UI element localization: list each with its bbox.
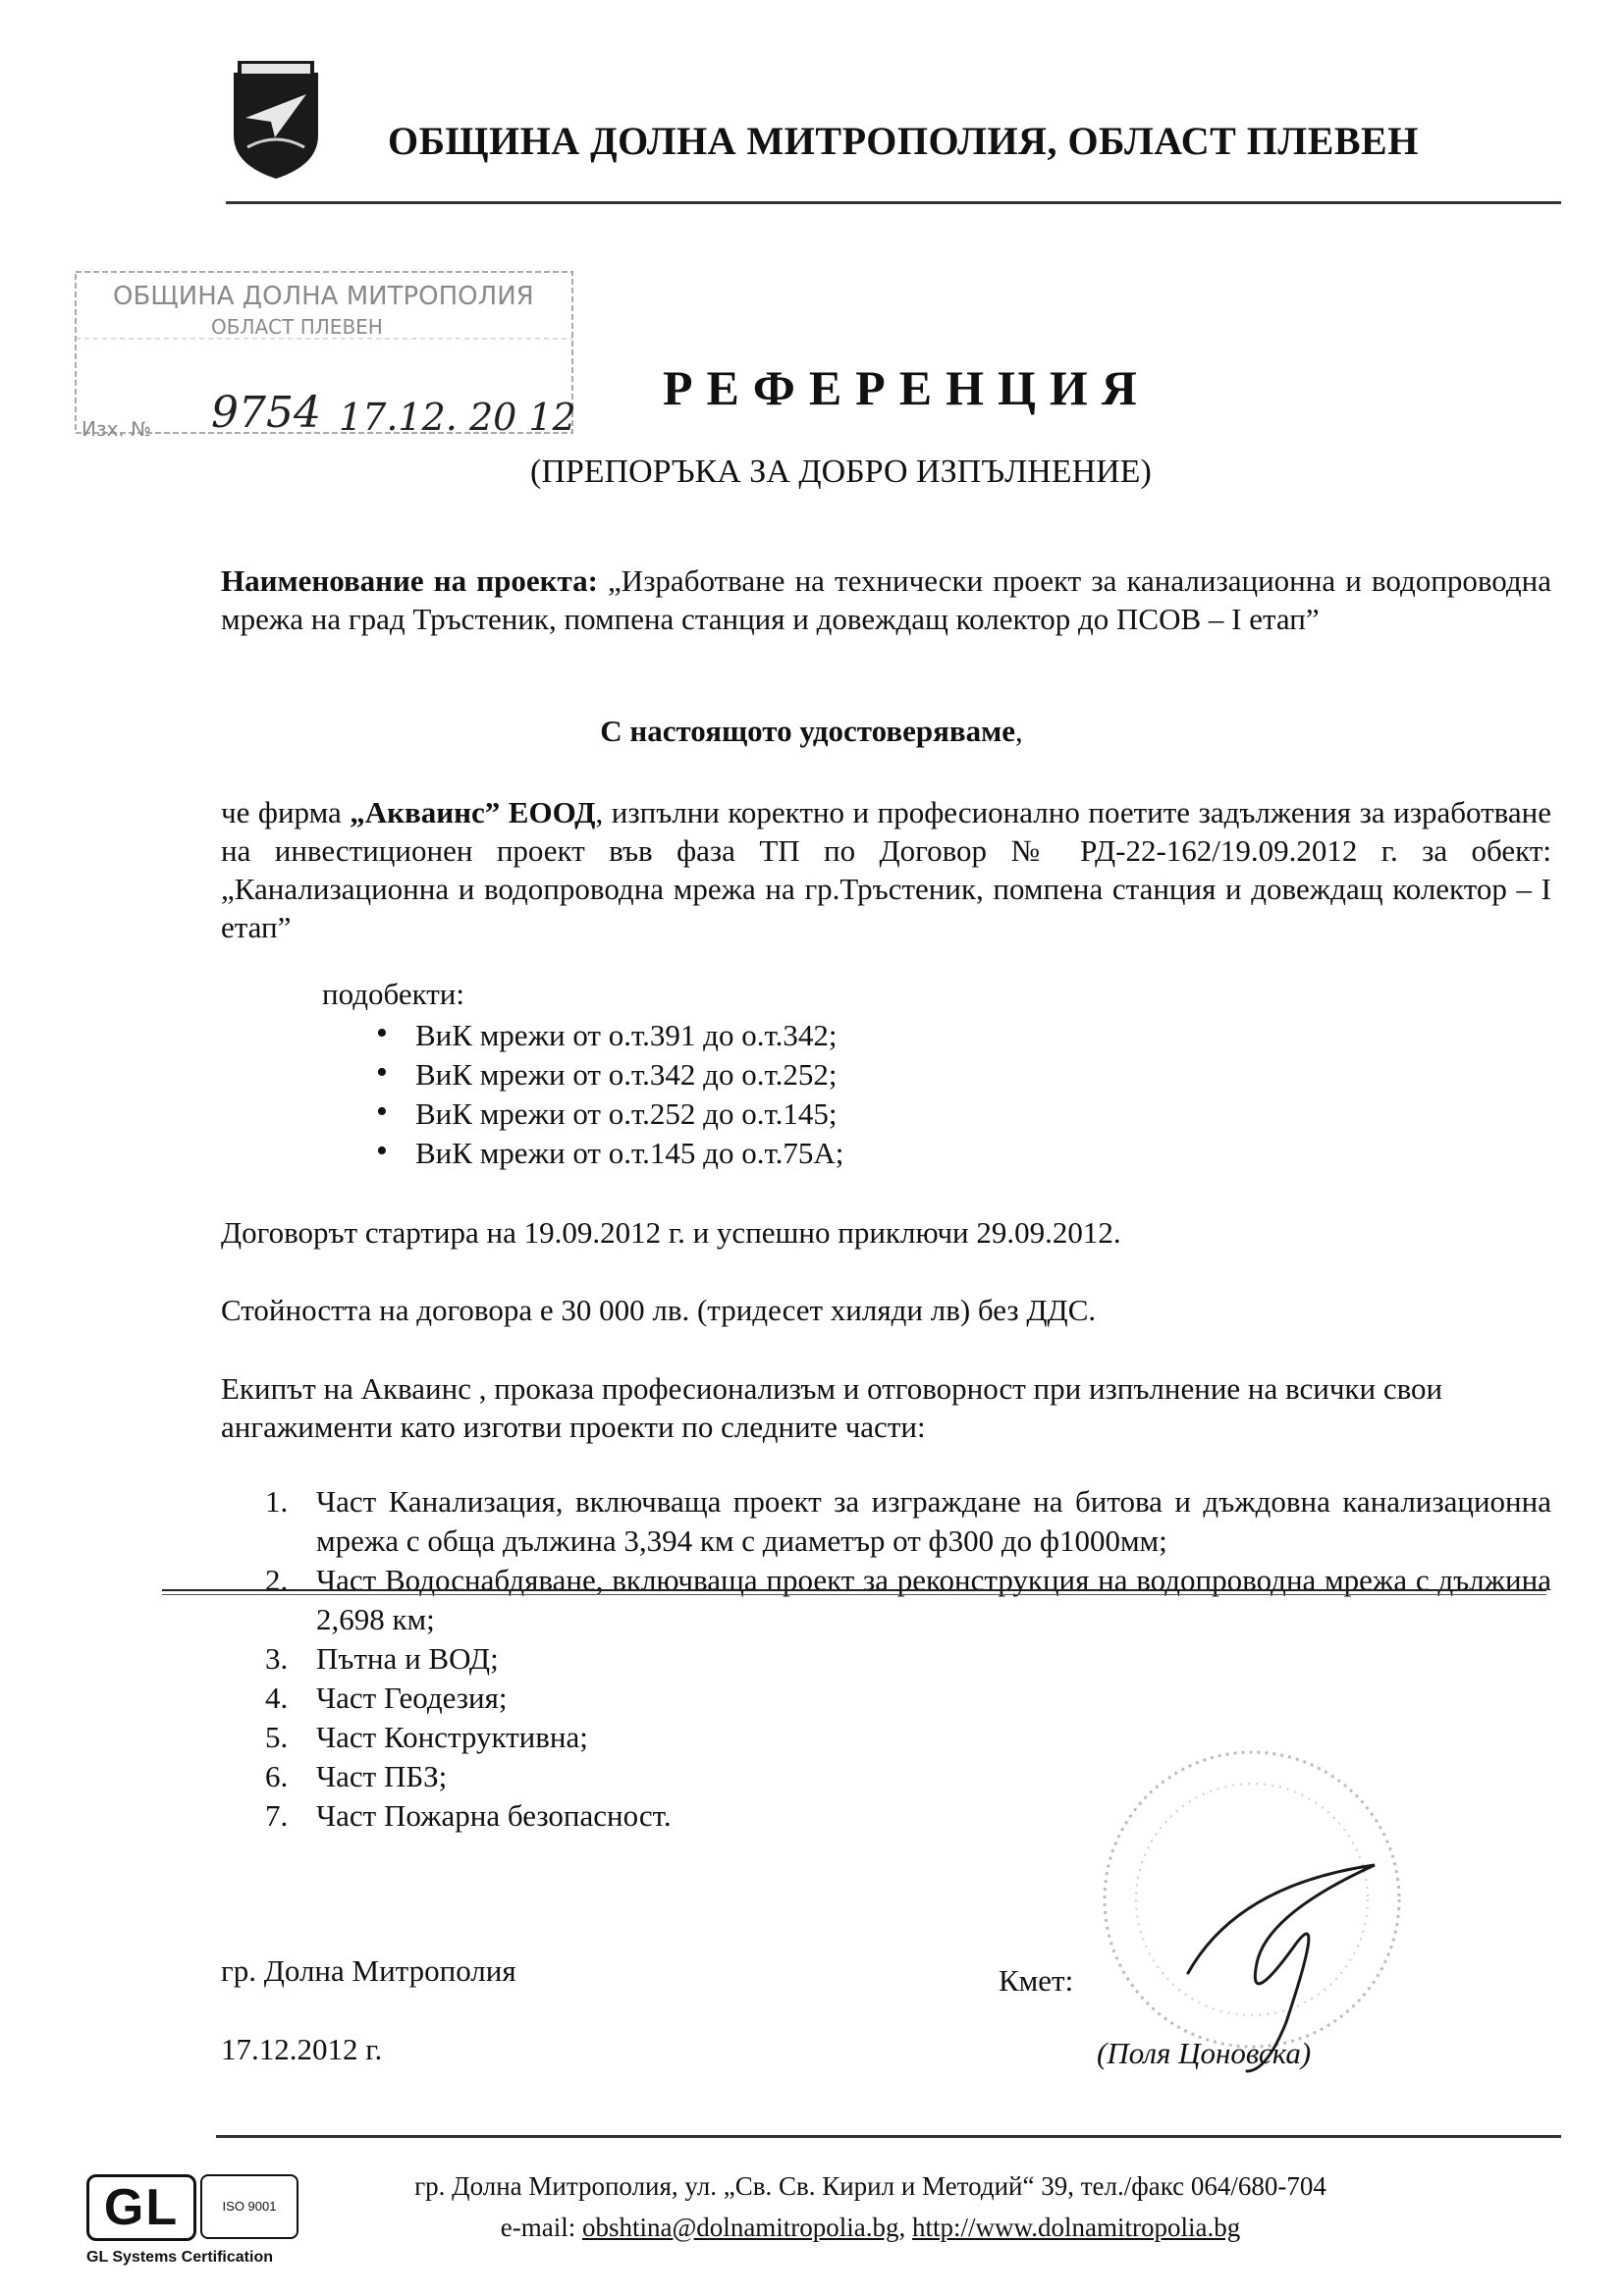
project-label: Наименование на проекта:: [221, 563, 598, 598]
subobjects-label: подобекти:: [322, 977, 464, 1011]
firm-name: „Акваинс” ЕООД: [350, 795, 596, 829]
signer-role: Кмет:: [999, 1963, 1074, 1998]
email-label: e-mail:: [500, 2213, 582, 2242]
list-item: • ВиК мрежи от о.т.391 до о.т.342;: [368, 1016, 843, 1055]
list-item: • ВиК мрежи от о.т.145 до о.т.75А;: [368, 1134, 843, 1173]
stamp-region-line: ОБЛАСТ ПЛЕВЕН: [211, 315, 383, 339]
stamp-org-line: ОБЩИНА ДОЛНА МИТРОПОЛИЯ: [113, 282, 534, 311]
iso-badge: ISO 9001: [200, 2174, 298, 2239]
list-item: 2. Част Водоснабдяване, включваща проект за реконструкция на водопроводна мрежа с дължина 2,698 км;: [265, 1563, 1551, 1636]
strikethrough-line: [162, 1594, 1546, 1595]
firm-paragraph: [221, 793, 1551, 946]
subobjects-list: [368, 1016, 843, 1173]
team-paragraph: Екипът на Акваинс , проказа професионализъм и отговорност при изпълнение на всички свои ангажименти като изготви проекти по следните части:: [221, 1371, 1443, 1444]
signature-icon: [1149, 1826, 1404, 2081]
firm-text: , изпълни коректно и професионално поетите задължения за изработване на инвестиционен проект във фаза ТП по Договор № РД-22-162/19.09.2012 г. за обект: „Канализационна и водопроводна мрежа на гр.Тръстеник, помпена станция и довеждащ колектор – І етап”: [221, 795, 1551, 944]
gl-caption: GL Systems Certification: [86, 2249, 273, 2266]
website-link[interactable]: http://www.dolnamitropolia.bg: [912, 2213, 1241, 2242]
stamp-handwritten-number: 9754: [211, 388, 321, 438]
list-item: 4. Част Геодезия;: [265, 1681, 508, 1715]
organization-title: ОБЩИНА ДОЛНА МИТРОПОЛИЯ, ОБЛАСТ ПЛЕВЕН: [388, 119, 1419, 163]
project-name: „Изработване на технически проект за канализационна и водопроводна мрежа на град Тръстеник, помпена станция и довеждащ колектор до ПСОВ – І етап”: [221, 563, 1551, 636]
list-item: 1. Част Канализация, включваща проект за изграждане на битова и дъждовна канализационна мрежа с обща дължина 3,394 км с диаметър от ф300 до ф1000мм;: [265, 1484, 1551, 1558]
header-divider: [226, 201, 1561, 204]
footer-divider: [216, 2135, 1561, 2138]
registry-stamp: [74, 270, 574, 466]
list-item: • ВиК мрежи от о.т.342 до о.т.252;: [368, 1055, 843, 1095]
municipality-crest-icon: [228, 59, 324, 183]
firm-prefix: че фирма: [221, 795, 351, 829]
date: 17.12.2012 г.: [221, 2032, 383, 2066]
contract-value: Стойността на договора е 30 000 лв. (тридесет хиляди лв) без ДДС.: [221, 1293, 1097, 1327]
stamp-number-prefix: Изх. №: [81, 417, 151, 441]
document-subtitle: (ПРЕПОРЪКА ЗА ДОБРО ИЗПЪЛНЕНИЕ): [530, 454, 1152, 490]
place: гр. Долна Митрополия: [221, 1953, 516, 1988]
list-item: 5. Част Конструктивна;: [265, 1720, 588, 1754]
list-item: • ВиК мрежи от о.т.252 до о.т.145;: [368, 1095, 843, 1134]
stamp-handwritten-date: 17.12. 20 12: [339, 396, 576, 439]
signer-name: (Поля Цоновска): [1097, 2036, 1312, 2070]
gl-mark: GL: [86, 2174, 196, 2241]
email-link[interactable]: obshtina@dolnamitropolia.bg: [581, 2213, 899, 2242]
document-title: РЕФЕРЕНЦИЯ: [663, 360, 1151, 415]
footer-contacts: [0, 2213, 1623, 2243]
footer-address: гр. Долна Митрополия, ул. „Св. Св. Кирил и Методий“ 39, тел./факс 064/680-704: [414, 2171, 1326, 2201]
list-item: 7. Част Пожарна безопасност.: [265, 1798, 672, 1833]
contract-dates: Договорът стартира на 19.09.2012 г. и успешно приключи 29.09.2012.: [221, 1215, 1121, 1250]
strikethrough-line: [162, 1589, 1546, 1591]
project-paragraph: [221, 561, 1551, 638]
list-item: 3. Пътна и ВОД;: [265, 1641, 499, 1676]
list-item: 6. Част ПБЗ;: [265, 1759, 448, 1793]
certify-heading: С настоящото удостоверяваме,: [600, 714, 1023, 748]
separator: ,: [898, 2213, 913, 2242]
